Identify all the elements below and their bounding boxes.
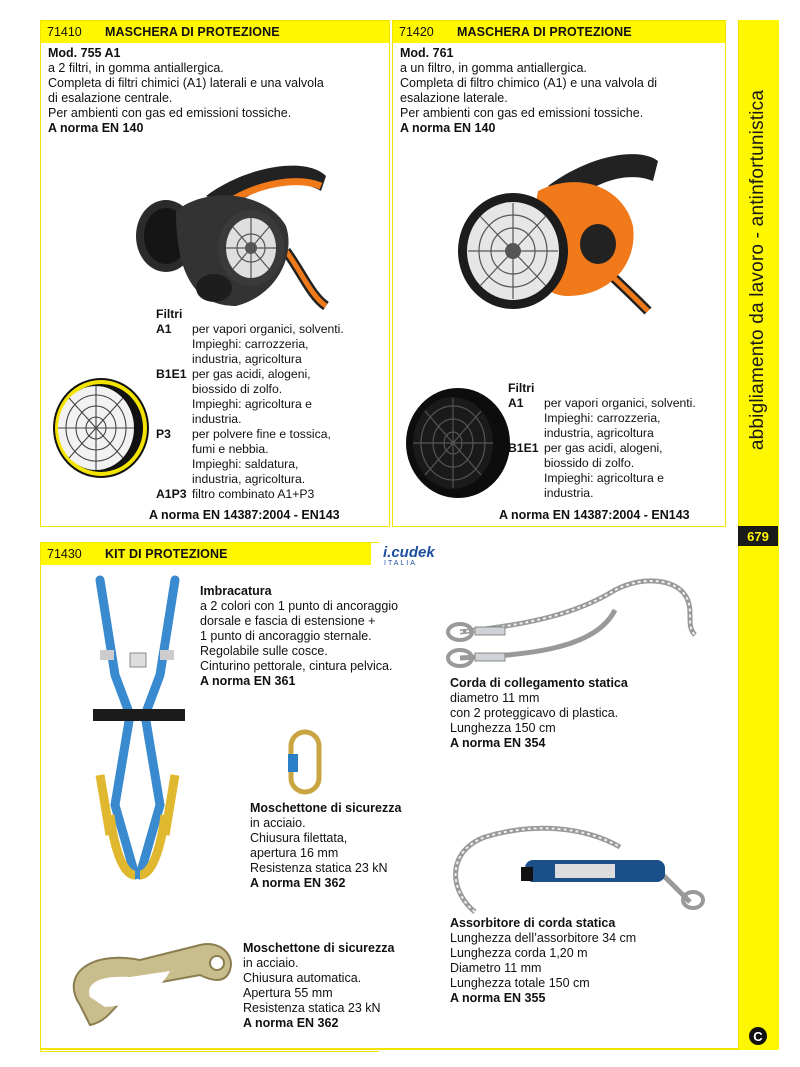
filter-code: B1E1 (508, 441, 539, 455)
filter-desc: industria, agricoltura (544, 426, 654, 440)
product-box-71420 (392, 20, 726, 527)
product-header (393, 21, 725, 43)
filter-desc: Impieghi: agricoltura e (192, 397, 312, 411)
carabiner-threaded-title: Moschettone di sicurezza (250, 801, 402, 815)
absorber-norm: A norma EN 355 (450, 991, 546, 1005)
filter-desc: per gas acidi, alogeni, (192, 367, 311, 381)
rope-image (445, 570, 715, 680)
desc-line: di esalazione centrale. (48, 91, 173, 105)
filter-desc: per vapori organici, solventi. (544, 396, 696, 410)
filters-title: Filtri (508, 381, 535, 395)
filters-norm: A norma EN 14387:2004 - EN143 (499, 508, 690, 522)
carabiner-automatic-image (60, 935, 240, 1035)
rope-description (450, 676, 720, 751)
harness-image (75, 575, 205, 895)
filters-title: Filtri (156, 307, 183, 321)
filter-desc: industria, agricoltura (192, 352, 302, 366)
brand-logo-sub: ITALIA (384, 560, 417, 567)
mask-755-image (136, 156, 336, 306)
rope-title: Corda di collegamento statica (450, 676, 628, 690)
carabiner-automatic-description (243, 941, 443, 1031)
desc-line: Resistenza statica 23 kN (243, 1001, 381, 1015)
brand-logo: i.cudek (383, 544, 435, 561)
desc-line: Lunghezza 150 cm (450, 721, 556, 735)
desc-line: con 2 proteggicavo di plastica. (450, 706, 619, 720)
rope-norm: A norma EN 354 (450, 736, 546, 750)
product-title: KIT DI PROTEZIONE (105, 547, 228, 561)
desc-line: Diametro 11 mm (450, 961, 542, 975)
desc-line: a 2 colori con 1 punto di ancoraggio (200, 599, 399, 613)
product-norm: A norma EN 140 (400, 121, 496, 135)
filter-row (156, 487, 386, 502)
side-section-label: abbigliamento da lavoro - antinfortunistica (747, 89, 768, 451)
product-norm: A norma EN 140 (48, 121, 144, 135)
model-name: Mod. 761 (400, 46, 454, 60)
desc-line: Regolabile sulle cosce. (200, 644, 328, 658)
carabiner-threaded-description (250, 801, 450, 891)
filter-desc: per gas acidi, alogeni, (544, 441, 663, 455)
filter-desc: Impieghi: carrozzeria, (192, 337, 309, 351)
absorber-description (450, 916, 720, 1006)
filter-desc: filtro combinato A1+P3 (192, 487, 315, 501)
filter-row (156, 427, 386, 487)
carabiner-threaded-image (286, 728, 326, 798)
filters-list (508, 381, 723, 501)
desc-line: diametro 11 mm (450, 691, 540, 705)
desc-line: Lunghezza totale 150 cm (450, 976, 590, 990)
desc-line: Lunghezza dell’assorbitore 34 cm (450, 931, 637, 945)
filter-row (508, 396, 723, 441)
filter-desc: Impieghi: saldatura, (192, 457, 299, 471)
desc-line: Per ambienti con gas ed emissioni tossiche. (48, 106, 292, 120)
filter-desc: per vapori organici, solventi. (192, 322, 344, 336)
desc-line: Completa di filtri chimici (A1) laterali e una valvola (48, 76, 324, 90)
filter-desc: Impieghi: carrozzeria, (544, 411, 661, 425)
filter-row (156, 322, 386, 367)
filter-code: A1P3 (156, 487, 187, 501)
filter-desc: industria, agricoltura. (192, 472, 306, 486)
desc-line: Per ambienti con gas ed emissioni tossiche. (400, 106, 644, 120)
desc-line: apertura 16 mm (250, 846, 339, 860)
filter-desc: biossido di zolfo. (192, 382, 283, 396)
desc-line: Lunghezza corda 1,20 m (450, 946, 588, 960)
desc-line: Completa di filtro chimico (A1) e una valvola di (400, 76, 658, 90)
product-code: 71430 (47, 547, 82, 561)
harness-title: Imbracatura (200, 584, 272, 598)
filter-row (508, 441, 723, 501)
carabiner-automatic-title: Moschettone di sicurezza (243, 941, 395, 955)
carabiner-threaded-norm: A norma EN 362 (250, 876, 346, 890)
product-title: MASCHERA DI PROTEZIONE (105, 25, 280, 39)
product-code: 71420 (399, 25, 434, 39)
desc-line: a 2 filtri, in gomma antiallergica. (48, 61, 224, 75)
harness-description (200, 584, 430, 689)
product-header (41, 21, 389, 43)
page-number: 679 (738, 526, 778, 546)
carabiner-automatic-norm: A norma EN 362 (243, 1016, 339, 1030)
product-description (48, 46, 383, 136)
box3-bottom-rule (40, 1048, 738, 1050)
product-code: 71410 (47, 25, 82, 39)
desc-line: 1 punto di ancoraggio sternale. (200, 629, 372, 643)
filter-code: P3 (156, 427, 171, 441)
filter-desc: Impieghi: agricoltura e (544, 471, 664, 485)
product-title: MASCHERA DI PROTEZIONE (457, 25, 632, 39)
filter-code: A1 (508, 396, 524, 410)
filter-desc: per polvere fine e tossica, (192, 427, 331, 441)
desc-line: dorsale e fascia di estensione + (200, 614, 376, 628)
filter-code: B1E1 (156, 367, 187, 381)
publisher-logo-icon: C (749, 1027, 767, 1045)
desc-line: in acciaio. (243, 956, 299, 970)
absorber-title: Assorbitore di corda statica (450, 916, 616, 930)
filters-norm: A norma EN 14387:2004 - EN143 (149, 508, 340, 522)
filters-list (156, 307, 386, 502)
filter-desc: industria. (544, 486, 594, 500)
desc-line: a un filtro, in gomma antiallergica. (400, 61, 587, 75)
product-description (400, 46, 720, 136)
desc-line: esalazione laterale. (400, 91, 508, 105)
desc-line: Chiusura filettata, (250, 831, 348, 845)
filter-b1e1-image (398, 386, 508, 501)
model-name: Mod. 755 A1 (48, 46, 121, 60)
absorber-image (445, 812, 715, 922)
product-header (41, 543, 371, 565)
filter-desc: fumi e nebbia. (192, 442, 269, 456)
desc-line: Resistenza statica 23 kN (250, 861, 388, 875)
filter-p3-image (46, 376, 151, 481)
filter-code: A1 (156, 322, 172, 336)
desc-line: in acciaio. (250, 816, 306, 830)
desc-line: Apertura 55 mm (243, 986, 333, 1000)
filter-desc: industria. (192, 412, 242, 426)
product-box-71410 (40, 20, 390, 527)
filter-desc: biossido di zolfo. (544, 456, 635, 470)
desc-line: Cinturino pettorale, cintura pelvica. (200, 659, 393, 673)
desc-line: Chiusura automatica. (243, 971, 362, 985)
filter-row (156, 367, 386, 427)
harness-norm: A norma EN 361 (200, 674, 296, 688)
mask-761-image (448, 146, 658, 321)
